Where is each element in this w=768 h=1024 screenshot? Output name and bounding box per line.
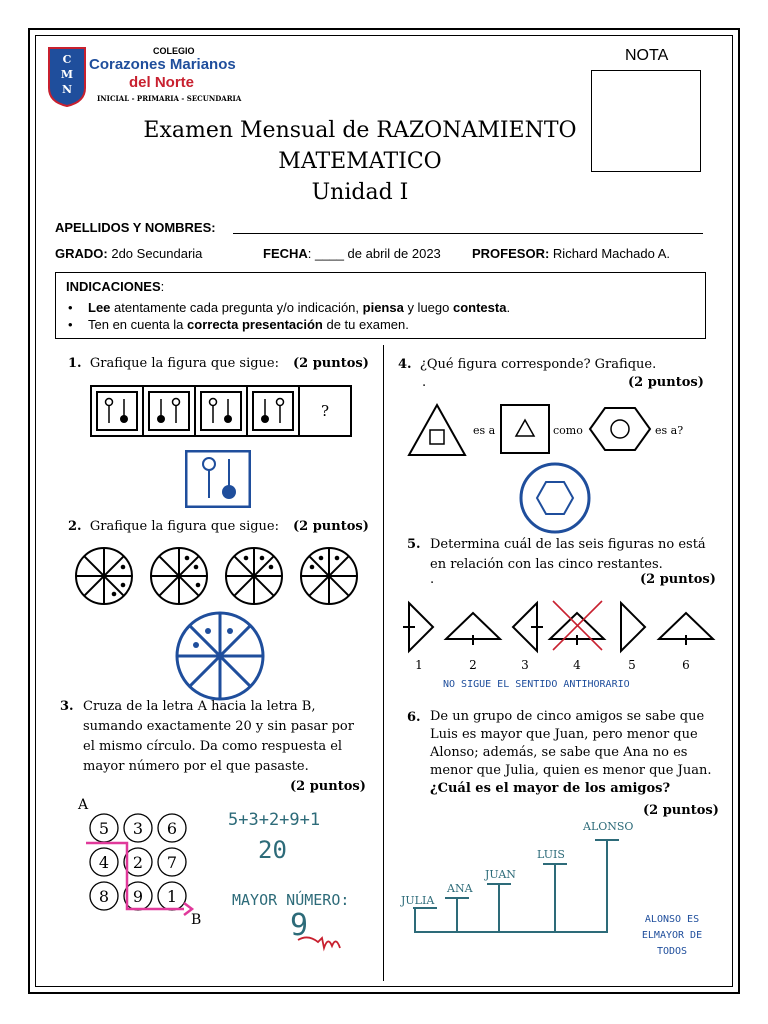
q4-header (398, 355, 656, 375)
q5-label: 5 (628, 658, 636, 672)
q2-wheel-2 (151, 548, 207, 604)
q5-points: (2 puntos) (640, 572, 716, 587)
q3-label-b: B (191, 912, 202, 928)
q3-cell: 8 (98, 887, 110, 906)
q3-work-total: 20 (258, 836, 287, 864)
q5-label: 2 (469, 658, 477, 672)
q3-cell: 5 (98, 819, 110, 838)
logo-name-line2: del Norte (129, 74, 195, 91)
q1-cell4-icon (261, 399, 284, 424)
q6-ranking-diagram (395, 808, 635, 940)
q2-points: (2 puntos) (293, 519, 369, 534)
q6-note: ALONSO ES ELMAYOR DE TODOS (641, 914, 703, 957)
teacher-row (472, 246, 670, 261)
q6-number: 6. (407, 710, 421, 725)
svg-text:N: N (61, 83, 73, 96)
q3-work-label: MAYOR NÚMERO: (232, 891, 350, 909)
q3-text: Cruza de la letra A hacia la letra B, sumando exactamente 20 y sin pasar por el mismo círculo. Da como respuesta el mayor número por el que pasaste. (83, 699, 354, 774)
q3-cell: 9 (132, 887, 144, 906)
instructions-box (55, 272, 706, 339)
q1-cell1-icon (106, 399, 129, 424)
q4-text: ¿Qué figura corresponde? Grafique. (419, 357, 657, 372)
q3-work-answer: 9 (290, 908, 309, 943)
grade-label: GRADO: (55, 246, 108, 261)
q3-cell: 6 (166, 819, 178, 838)
q3-number: 3. (60, 699, 74, 714)
instruction-item-1: • Lee atentamente cada pregunta y/o indicación, piensa y luego contesta. (68, 300, 511, 315)
q5-text: Determina cuál de las seis figuras no está en relación con las cinco restantes. (430, 537, 706, 572)
q3-number-grid (72, 795, 212, 930)
q6-name: JULIA (401, 894, 435, 907)
q4-es-a-question: es a? (655, 424, 684, 437)
q6-name: JUAN (485, 868, 516, 881)
q2-answer-wheel (174, 610, 266, 702)
q2-wheel-4 (301, 548, 357, 604)
q5-number: 5. (407, 537, 421, 552)
q2-number: 2. (68, 519, 82, 534)
school-logo (47, 44, 267, 110)
q1-number: 1. (68, 356, 82, 371)
q1-points: (2 puntos) (293, 356, 369, 371)
student-info-row (55, 246, 202, 261)
q5-label: 1 (415, 658, 423, 672)
teacher-label: PROFESOR: (472, 246, 550, 261)
q3-work-sum: 5+3+2+9+1 (228, 810, 321, 830)
q4-analogy (405, 400, 705, 462)
q4-como: como (553, 424, 583, 437)
q4-dot: . (422, 375, 427, 390)
date-row (263, 246, 441, 261)
q2-header (68, 517, 279, 537)
q5-label: 6 (682, 658, 690, 672)
q3-points: (2 puntos) (290, 779, 366, 794)
q1-header (68, 354, 279, 374)
date-label: FECHA (263, 246, 308, 261)
q4-answer-figure (518, 462, 592, 534)
instructions-title: INDICACIONES: (66, 279, 165, 294)
logo-name-line1: Corazones Marianos (89, 56, 236, 73)
q5-label: 3 (521, 658, 529, 672)
q6-text: De un grupo de cinco amigos se sabe que Luis es mayor que Juan, pero menor que Alonso; además, se sabe que Ana no es menor que Julia, quien es menor que Juan. ¿Cuál es el mayor de los amigos? (430, 709, 712, 796)
logo-shield-icon (47, 46, 87, 108)
svg-text:C: C (62, 53, 72, 66)
q5-figures (397, 595, 722, 675)
exam-title (100, 115, 620, 208)
date-value: : ____ de abril de 2023 (307, 246, 441, 261)
q1-cell3-icon (210, 399, 233, 424)
q2-text: Grafique la figura que sigue: (89, 519, 280, 534)
q3-cell: 3 (132, 819, 144, 838)
q3-cell: 2 (132, 853, 144, 872)
q6-name: ALONSO (583, 820, 634, 833)
q3-signature (296, 930, 346, 952)
q1-text: Grafique la figura que sigue: (89, 356, 280, 371)
svg-text:M: M (60, 68, 74, 81)
title-line2: MATEMATICO (278, 149, 442, 174)
title-line1: Examen Mensual de RAZONAMIENTO (143, 118, 577, 143)
q5-label: 4 (573, 658, 581, 672)
q4-points: (2 puntos) (628, 375, 704, 390)
q6-name: ANA (447, 882, 473, 895)
names-label: APELLIDOS Y NOMBRES: (55, 220, 216, 235)
q1-unknown: ? (320, 402, 330, 420)
q5-note: NO SIGUE EL SENTIDO ANTIHORARIO (443, 679, 630, 690)
q6-points: (2 puntos) (643, 803, 719, 818)
q2-wheel-sequence (74, 546, 360, 608)
instruction-item-2: • Ten en cuenta la correcta presentación de tu examen. (68, 317, 409, 332)
q2-wheel-1 (76, 548, 132, 604)
q3-label-a: A (78, 797, 89, 813)
q2-wheel-3 (226, 548, 282, 604)
q1-sequence (90, 385, 352, 437)
q1-cell2-icon (157, 399, 180, 424)
q4-es-a: es a (473, 424, 496, 437)
q1-answer-figure (185, 450, 251, 508)
logo-levels: INICIAL - PRIMARIA - SECUNDARIA (97, 94, 242, 103)
column-divider (383, 345, 384, 981)
q3-cell: 4 (98, 853, 110, 872)
q3-cell: 1 (166, 887, 178, 906)
teacher-value: Richard Machado A. (552, 246, 670, 261)
q4-number: 4. (398, 357, 412, 372)
q3-cell: 7 (166, 853, 178, 872)
q6-name: LUIS (537, 848, 565, 861)
names-field[interactable] (233, 233, 703, 234)
q5-dot: . (430, 572, 435, 587)
title-line3: Unidad I (311, 180, 409, 205)
grade-value: 2do Secundaria (111, 246, 203, 261)
q6-question: ¿Cuál es el mayor de los amigos? (430, 781, 671, 796)
logo-colegio: COLEGIO (153, 46, 195, 56)
nota-label: NOTA (625, 47, 669, 64)
